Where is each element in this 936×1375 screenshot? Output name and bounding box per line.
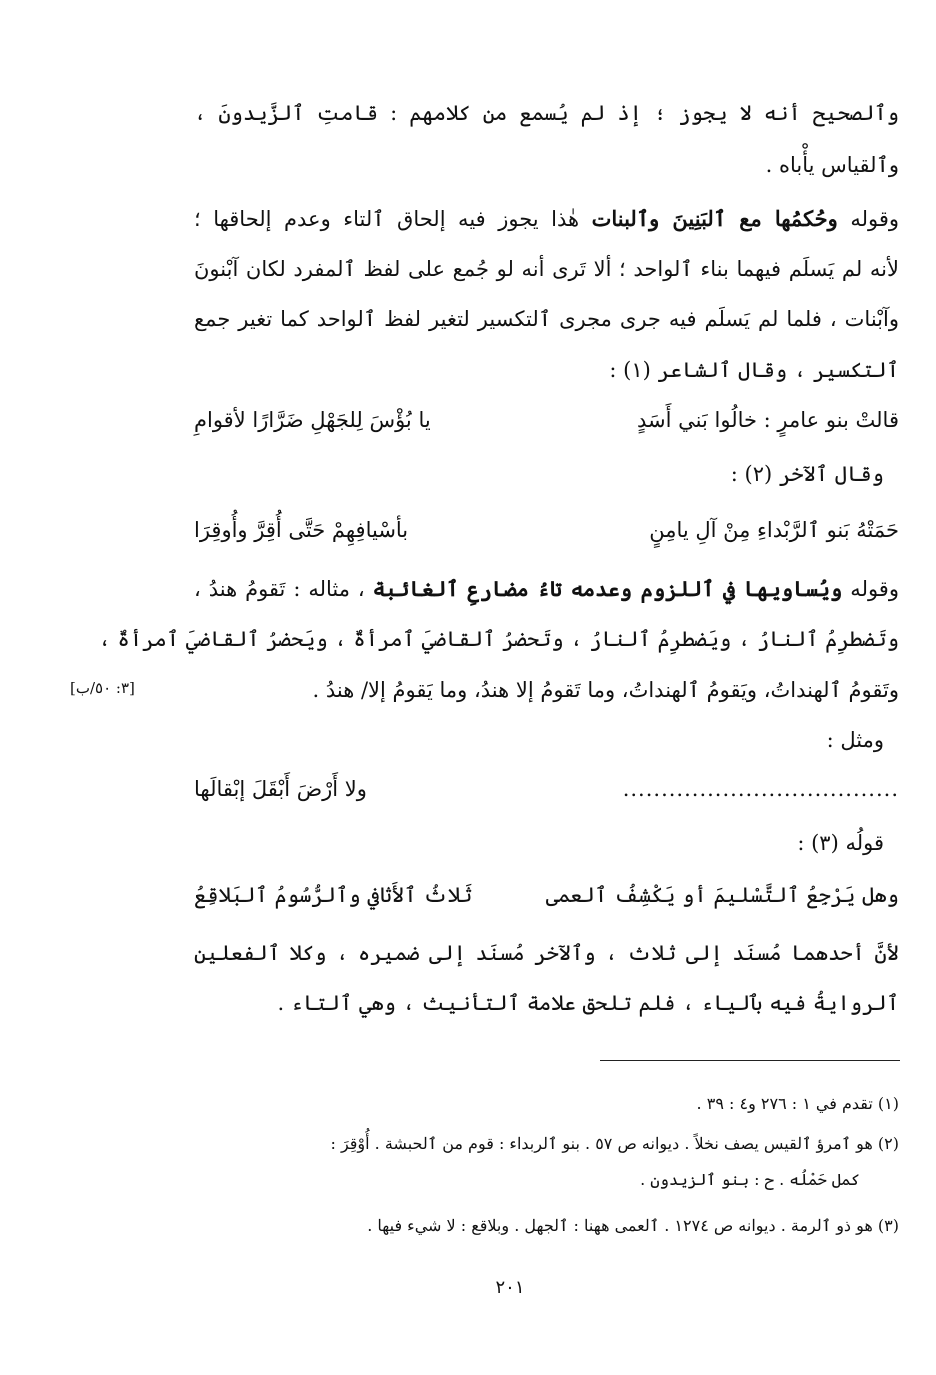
- verse-second-hemistich: ولا أَرْضَ أَبْقَلَ إبْقالَها: [194, 777, 367, 801]
- verse-first-hemistich-omitted: ....................................: [622, 777, 899, 801]
- margin-manuscript-ref: [٣: ٥٠/ب]: [70, 679, 135, 697]
- verse-first-hemistich: حَمَتْهُ بَنو ٱلرَّبْداءِ مِنْ آلِ يامِنٍ: [649, 518, 899, 542]
- text-line: وٱلقياس يأْباه .: [765, 153, 899, 177]
- verse-first-hemistich: قالتْ بنو عامرٍ : خالُوا بَني أَسَدٍ: [637, 408, 899, 432]
- footnote: (٣) هو ذو ٱلرمة . ديوانه ص ١٢٧٤ . ٱلعمى ههنا : ٱلجهل . وبلاقع : لا شيء فيها .: [367, 1216, 899, 1235]
- text-line: ومثل :: [826, 728, 884, 752]
- text-line: [731, 459, 884, 489]
- text-line: وتَقومُ ٱلهنداتُ، ويَقومُ ٱلهنداتُ، وما تَقومُ إلا هندُ، وما يَقومُ إلا/ هندُ .: [312, 678, 899, 702]
- text-run: ٱلتكسير ، وقال ٱلشاعر: [657, 358, 899, 382]
- text-run: قولُه: [845, 831, 884, 855]
- text-line: وتَضطرِمُ ٱلنارُ ، ويَضطرِمُ ٱلنارُ ، وتَحضرُ ٱلقاضيَ ٱمرأةٌ ، ويَحضرُ ٱلقاضيَ ٱمرأةٌ ،: [98, 627, 899, 651]
- text-line: وقوله ويُساويها في ٱللزوم وعدمه تاءُ مضارعِ ٱلغائبة ، مثاله : تَقومُ هندُ ،: [194, 576, 899, 601]
- text-line: [797, 828, 884, 858]
- footnote-ref: (٣) :: [797, 831, 839, 855]
- footnote: (١) تقدم في ١ : ٢٧٦ و٤ : ٣٩ .: [696, 1094, 899, 1113]
- verse-second-hemistich: ثَلاثُ ٱلأَثافي وٱلرُّسُومُ ٱلبَلاقِعُ: [194, 883, 473, 907]
- verse-second-hemistich: بأسْيافِهِمْ حَتَّى أُقِرَّ وأُوقِرَا: [194, 518, 409, 542]
- verse-first-hemistich: وهل يَرْجِعُ ٱلتَّسْليمَ أو يَكْشِفُ ٱلعمى: [545, 883, 899, 907]
- text-line: [609, 355, 899, 385]
- footnote: (٢) هو ٱمرؤ ٱلقيس يصف نخلاً . ديوانه ص ٥٧ . بنو ٱلربداء : قوم من ٱلحبشة . أُوْقِرَ :: [330, 1134, 899, 1153]
- text-line: وقوله وحُكمُها مع ٱلبَنِينَ وٱلبنات هٰذا يجوز فيه إلحاق ٱلتاء وعدم إلحاقها ؛: [194, 206, 900, 231]
- text-line: لأنَّ أحدهما مُسنَد إلى ثلاث ، وٱلآخر مُسنَد إلى ضميره ، وكلا ٱلفعلين: [194, 941, 899, 965]
- text-line: لأنه لم يَسلَم فيهما بناء ٱلواحد ؛ ألا تَرى أنه لو جُمع على لفظ ٱلمفرد لكان آبْنونَ: [194, 257, 899, 281]
- text-run: وقال ٱلآخر: [778, 462, 884, 486]
- bold-phrase: وحُكمُها مع ٱلبَنِينَ وٱلبنات: [591, 206, 838, 231]
- text-line: وٱلصحيح أنه لا يجوز ؛ إذ لم يُسمع من كلامهم : قامتِ ٱلزَّيدونَ ،: [194, 101, 899, 125]
- text-line: وآبْنات ، فلما لم يَسلَم فيه جرى مجرى ٱلتكسير لتغير لفظ ٱلواحد كما تغير جمع: [194, 307, 899, 331]
- footnote-separator: [600, 1060, 900, 1061]
- footnote-continuation: كمل حَمْلُه . ح : بنو ٱلزيدون .: [640, 1170, 860, 1189]
- footnote-ref: (١) :: [609, 358, 651, 382]
- footnote-ref: (٢) :: [730, 462, 773, 486]
- text-line: ٱلروايةُ فيه بٱلياء ، فلم تلحق علامة ٱلتأنيث ، وهي ٱلتاء .: [277, 991, 899, 1015]
- bold-phrase: ويُساويها في ٱللزوم وعدمه تاءُ مضارعِ ٱلغائبة: [372, 576, 843, 601]
- verse-second-hemistich: يا بُؤْسَ لِلجَهْلِ ضَرَّارًا لأقوامِ: [194, 408, 431, 432]
- page-number: ٢٠١: [495, 1277, 525, 1298]
